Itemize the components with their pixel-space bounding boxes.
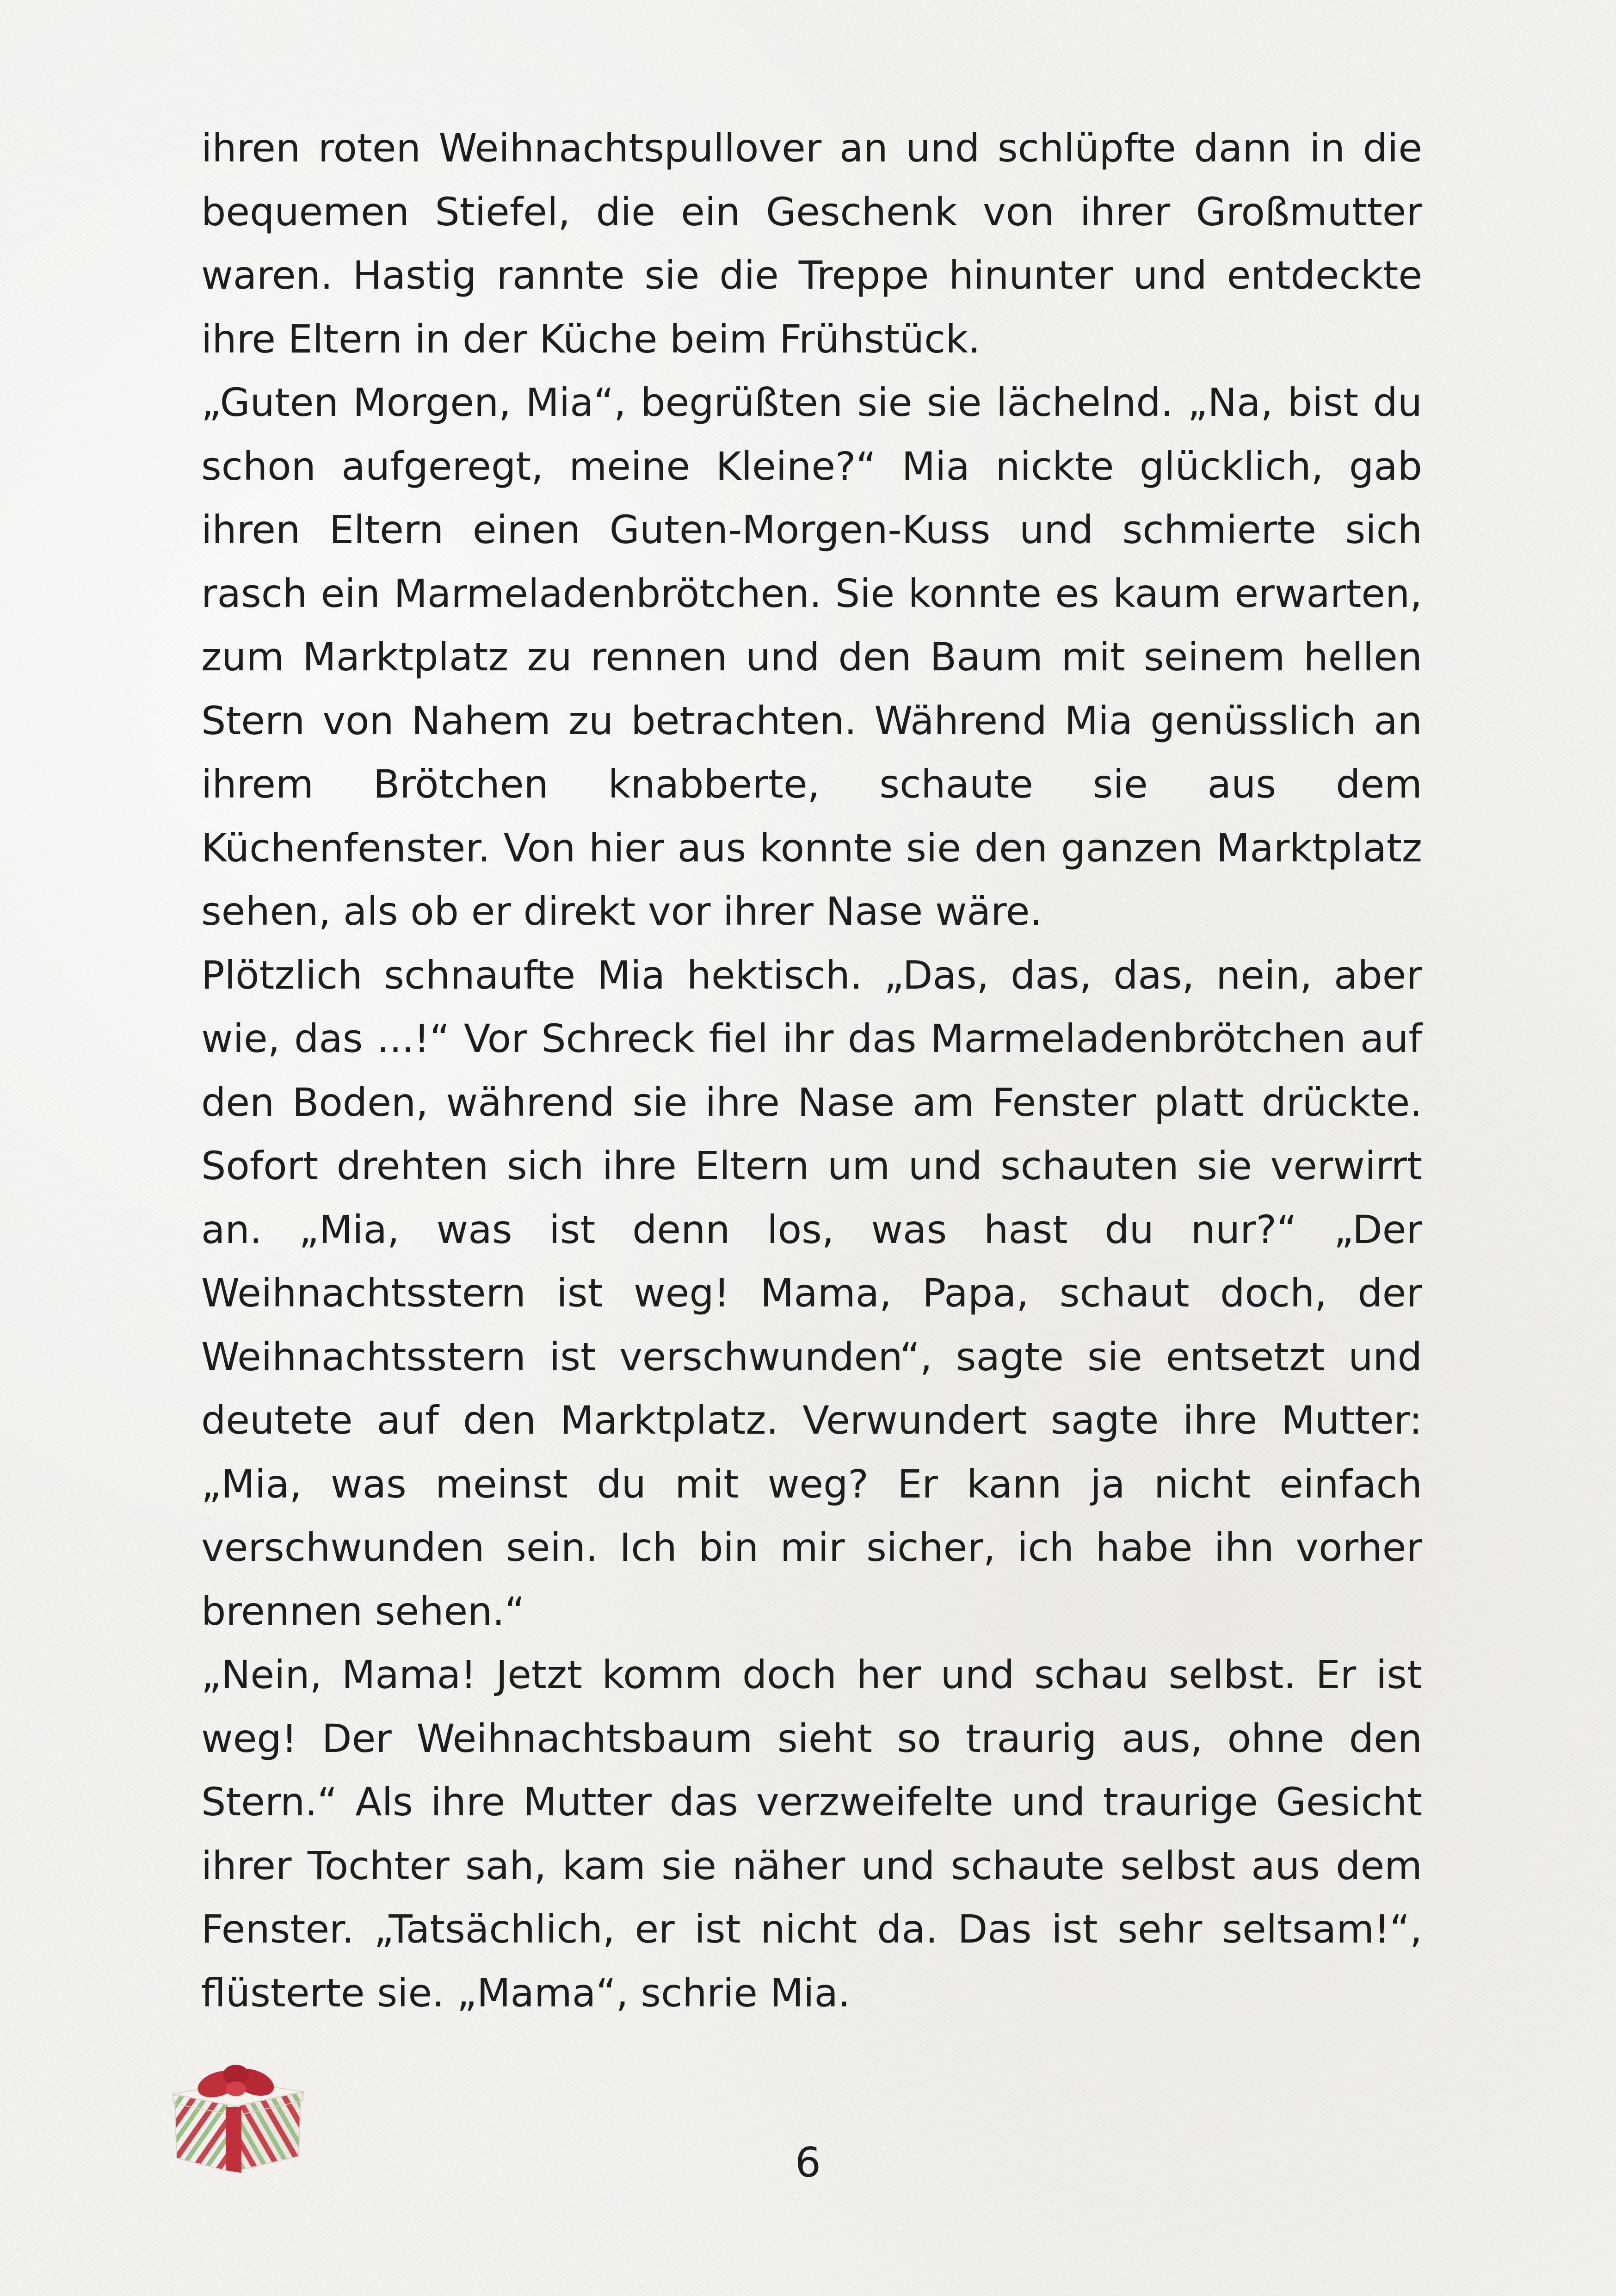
paragraph: ihren roten Weihnachtspullover an und schlüpfte dann in die bequemen Stiefel, die ein Geschenk von ihrer Großmutter waren. Hastig rannte sie die Treppe hinunter und entdeckte ihre Eltern in der Küche beim Frühstück. <box>201 117 1422 371</box>
paragraph: Plötzlich schnaufte Mia hektisch. „Das, das, das, nein, aber wie, das ...!“ Vor Schreck fiel ihr das Marmeladenbrötchen auf den Boden, während sie ihre Nase am Fenster platt drückte. Sofort drehten sich ihre Eltern um und schauten sie verwirrt an. „Mia, was ist denn los, was hast du nur?“ „Der Weihnachtsstern ist weg! Mama, Papa, schaut doch, der Weihnachtsstern ist verschwunden“, sagte sie entsetzt und deutete auf den Marktplatz. Verwundert sagte ihre Mutter: „Mia, was meinst du mit weg? Er kann ja nicht einfach verschwunden sein. Ich bin mir sicher, ich habe ihn vorher brennen sehen.“ <box>201 944 1422 1644</box>
paragraph: „Nein, Mama! Jetzt komm doch her und schau selbst. Er ist weg! Der Weihnachtsbaum sieht so traurig aus, ohne den Stern.“ Als ihre Mutter das verzweifelte und traurige Gesicht ihrer Tochter sah, kam sie näher und schaute selbst aus dem Fenster. „Tatsächlich, er ist nicht da. Das ist sehr seltsam!“, flüsterte sie. „Mama“, schrie Mia. <box>201 1643 1422 2025</box>
page-number: 6 <box>762 2137 854 2188</box>
paragraph: „Guten Morgen, Mia“, begrüßten sie sie lächelnd. „Na, bist du schon aufgeregt, meine Kleine?“ Mia nickte glücklich, gab ihren Eltern einen Guten-Morgen-Kuss und schmierte sich rasch ein Marmeladenbrötchen. Sie konnte es kaum erwarten, zum Marktplatz zu rennen und den Baum mit seinem hellen Stern von Nahem zu betrachten. Während Mia genüsslich an ihrem Brötchen knabberte, schaute sie aus dem Küchenfenster. Von hier aus konnte sie den ganzen Marktplatz sehen, als ob er direkt vor ihrer Nase wäre. <box>201 371 1422 944</box>
